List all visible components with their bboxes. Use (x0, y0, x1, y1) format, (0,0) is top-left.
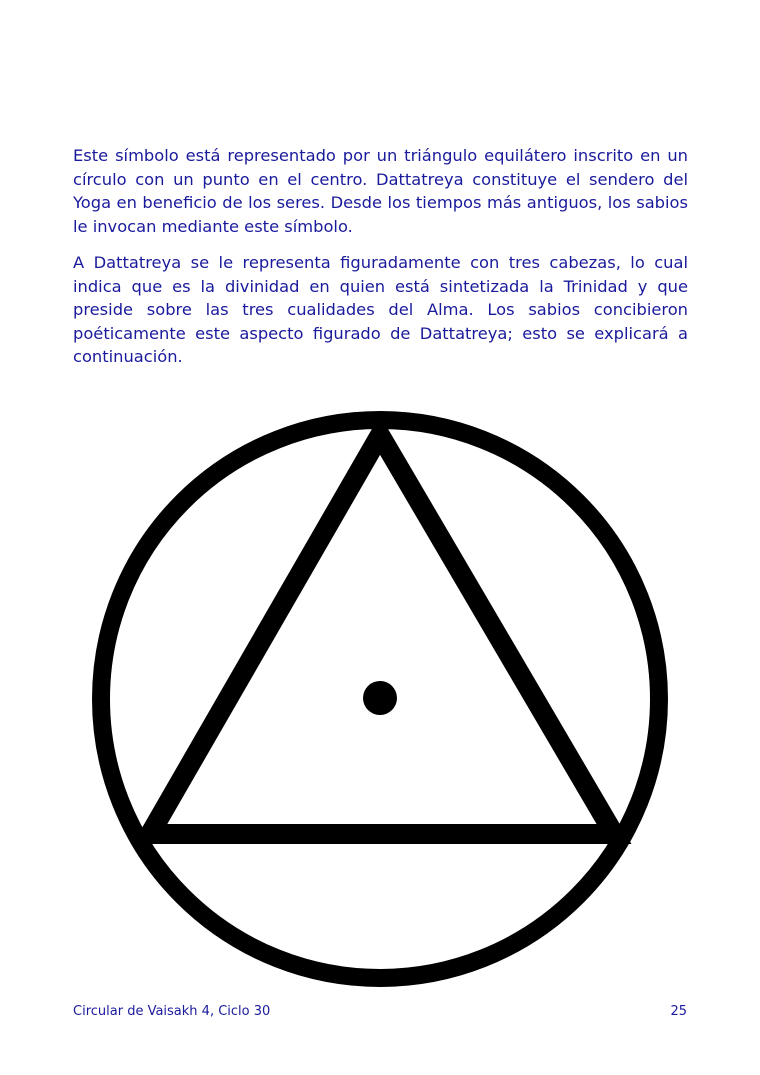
footer-publication: Circular de Vaisakh 4, Ciclo 30 (73, 1004, 271, 1019)
dattatreya-symbol-figure (90, 408, 670, 990)
body-paragraph-2: A Dattatreya se le representa figuradamente con tres cabezas, lo cual indica que es la divinidad en quien está sintetizada la Trinidad y que preside sobre las tres cualidades del Alma. Los sabios concibieron poéticamente este aspecto figurado de Dattatreya; esto se explicará a continuación. (73, 253, 688, 366)
body-paragraph-1: Este símbolo está representado por un triángulo equilátero inscrito en un círculo con un punto en el centro. Dattatreya constituye el sendero del Yoga en beneficio de los seres. Desde los tiempos más antiguos, los sabios le invocan mediante este símbolo. (73, 146, 688, 236)
inscribed-triangle (150, 435, 614, 834)
center-dot (363, 681, 397, 715)
page-number: 25 (670, 1004, 687, 1019)
